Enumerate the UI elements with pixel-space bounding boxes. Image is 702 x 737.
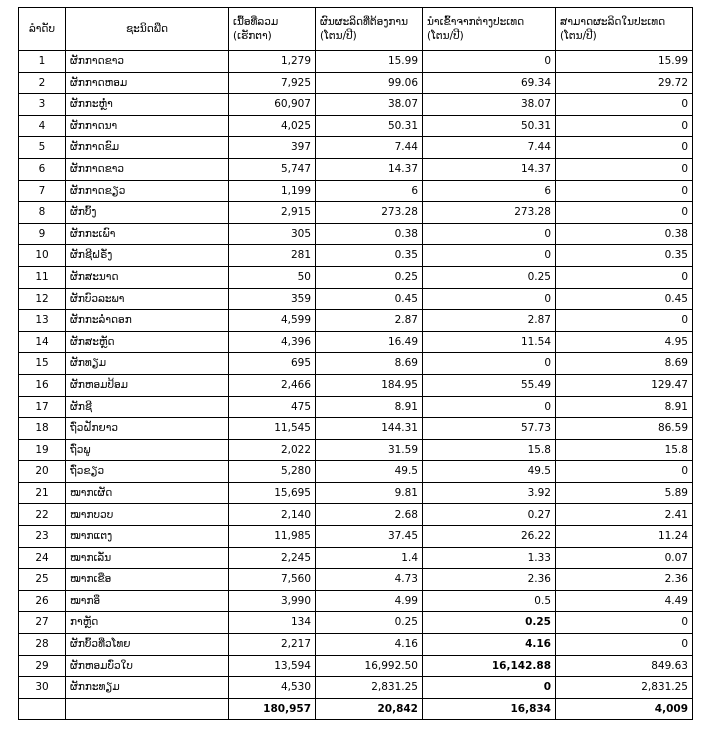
table-row bbox=[19, 245, 693, 267]
cell-import: 4.16 bbox=[423, 634, 556, 656]
cell-crop-name: ຜັກຫອມປ້ອມ bbox=[66, 374, 229, 396]
cell-crop-name: ຜັກທຽມ bbox=[66, 353, 229, 375]
cell-no: 20 bbox=[19, 461, 66, 483]
cell-import: 14.37 bbox=[423, 158, 556, 180]
cell-demand: 38.07 bbox=[316, 94, 423, 116]
cell-demand: 4.16 bbox=[316, 634, 423, 656]
cell-crop-name: ຜັກບົ້ວທີ່ວໂທຍ bbox=[66, 634, 229, 656]
table-row bbox=[19, 655, 693, 677]
cell-crop-name: ກາຫຼັດ bbox=[66, 612, 229, 634]
cell-demand: 9.81 bbox=[316, 482, 423, 504]
cell-area: 60,907 bbox=[229, 94, 316, 116]
cell-demand: 16,992.50 bbox=[316, 655, 423, 677]
cell-crop-name: ຜັກກາດຫອມ bbox=[66, 72, 229, 94]
cell-import: 0.5 bbox=[423, 590, 556, 612]
header-no: ລຳດັບ bbox=[19, 8, 66, 51]
cell-import: 0.27 bbox=[423, 504, 556, 526]
cell-crop-name: ຜັກກາດນາ bbox=[66, 115, 229, 137]
cell-no: 3 bbox=[19, 94, 66, 116]
cell-no: 28 bbox=[19, 634, 66, 656]
cell-import: 57.73 bbox=[423, 418, 556, 440]
cell-no: 25 bbox=[19, 569, 66, 591]
cell-area: 1,279 bbox=[229, 51, 316, 73]
cell-crop-name: ໝາກອຶ bbox=[66, 590, 229, 612]
cell-demand: 16.49 bbox=[316, 331, 423, 353]
total-row bbox=[19, 698, 693, 720]
table-row bbox=[19, 310, 693, 332]
total-cell-local: 4,009 bbox=[556, 698, 693, 720]
cell-no: 17 bbox=[19, 396, 66, 418]
cell-crop-name: ໝາກເຜັດ bbox=[66, 482, 229, 504]
cell-no: 26 bbox=[19, 590, 66, 612]
cell-crop-name: ຜັກກາດຂົມ bbox=[66, 137, 229, 159]
cell-import: 49.5 bbox=[423, 461, 556, 483]
cell-import: 0.25 bbox=[423, 266, 556, 288]
cell-import: 0 bbox=[423, 677, 556, 699]
cell-demand: 50.31 bbox=[316, 115, 423, 137]
cell-demand: 0.38 bbox=[316, 223, 423, 245]
header-area: ເນື້ອທີ່ລວມ (ເຮັກຕາ) bbox=[229, 8, 316, 51]
cell-area: 2,022 bbox=[229, 439, 316, 461]
cell-crop-name: ໝາກເລັ່ນ bbox=[66, 547, 229, 569]
cell-area: 134 bbox=[229, 612, 316, 634]
cell-area: 4,025 bbox=[229, 115, 316, 137]
table-row bbox=[19, 612, 693, 634]
cell-import: 0 bbox=[423, 51, 556, 73]
cell-area: 7,925 bbox=[229, 72, 316, 94]
cell-local: 11.24 bbox=[556, 526, 693, 548]
table-row bbox=[19, 547, 693, 569]
cell-demand: 6 bbox=[316, 180, 423, 202]
cell-demand: 15.99 bbox=[316, 51, 423, 73]
header-local: ສາມາດຜະລິດໃນປະເທດ (ໂຕນ/ປີ) bbox=[556, 8, 693, 51]
cell-import: 26.22 bbox=[423, 526, 556, 548]
cell-import: 0 bbox=[423, 353, 556, 375]
cell-no: 22 bbox=[19, 504, 66, 526]
cell-no: 21 bbox=[19, 482, 66, 504]
table-row bbox=[19, 418, 693, 440]
total-cell-import: 16,834 bbox=[423, 698, 556, 720]
cell-demand: 4.73 bbox=[316, 569, 423, 591]
total-cell-crop-name bbox=[66, 698, 229, 720]
cell-local: 129.47 bbox=[556, 374, 693, 396]
total-cell-demand: 20,842 bbox=[316, 698, 423, 720]
cell-local: 849.63 bbox=[556, 655, 693, 677]
cell-local: 15.8 bbox=[556, 439, 693, 461]
cell-area: 2,245 bbox=[229, 547, 316, 569]
table-row bbox=[19, 396, 693, 418]
cell-crop-name: ຜັກບົ້ງ bbox=[66, 202, 229, 224]
cell-demand: 37.45 bbox=[316, 526, 423, 548]
table-row bbox=[19, 51, 693, 73]
cell-crop-name: ຜັກກາດຂາວ bbox=[66, 158, 229, 180]
cell-crop-name: ຜັກຊີຝຣັ່ງ bbox=[66, 245, 229, 267]
header-crop: ຊະນິດພືດ bbox=[66, 8, 229, 51]
cell-local: 0 bbox=[556, 612, 693, 634]
cell-local: 0.35 bbox=[556, 245, 693, 267]
cell-area: 5,747 bbox=[229, 158, 316, 180]
cell-import: 50.31 bbox=[423, 115, 556, 137]
cell-import: 2.87 bbox=[423, 310, 556, 332]
cell-area: 50 bbox=[229, 266, 316, 288]
cell-no: 1 bbox=[19, 51, 66, 73]
cell-crop-name: ຖົ່ວຝັກຍາວ bbox=[66, 418, 229, 440]
cell-demand: 8.69 bbox=[316, 353, 423, 375]
cell-no: 8 bbox=[19, 202, 66, 224]
cell-import: 0 bbox=[423, 245, 556, 267]
document-page bbox=[18, 7, 692, 720]
cell-local: 0.07 bbox=[556, 547, 693, 569]
cell-local: 0.45 bbox=[556, 288, 693, 310]
total-cell-area: 180,957 bbox=[229, 698, 316, 720]
cell-local: 2.36 bbox=[556, 569, 693, 591]
cell-no: 10 bbox=[19, 245, 66, 267]
cell-area: 3,990 bbox=[229, 590, 316, 612]
cell-area: 15,695 bbox=[229, 482, 316, 504]
cell-area: 2,466 bbox=[229, 374, 316, 396]
cell-import: 1.33 bbox=[423, 547, 556, 569]
table-row bbox=[19, 526, 693, 548]
cell-import: 0 bbox=[423, 288, 556, 310]
cell-no: 23 bbox=[19, 526, 66, 548]
cell-demand: 49.5 bbox=[316, 461, 423, 483]
cell-local: 86.59 bbox=[556, 418, 693, 440]
cell-no: 4 bbox=[19, 115, 66, 137]
cell-demand: 1.4 bbox=[316, 547, 423, 569]
cell-crop-name: ຜັກກາດຂາວ bbox=[66, 51, 229, 73]
cell-local: 0 bbox=[556, 137, 693, 159]
cell-crop-name: ຖົ່ວຂຽວ bbox=[66, 461, 229, 483]
cell-crop-name: ຜັກກະທຽມ bbox=[66, 677, 229, 699]
cell-import: 69.34 bbox=[423, 72, 556, 94]
cell-area: 281 bbox=[229, 245, 316, 267]
cell-no: 14 bbox=[19, 331, 66, 353]
cell-local: 8.91 bbox=[556, 396, 693, 418]
cell-import: 16,142.88 bbox=[423, 655, 556, 677]
cell-no: 2 bbox=[19, 72, 66, 94]
table-row bbox=[19, 180, 693, 202]
cell-area: 2,915 bbox=[229, 202, 316, 224]
cell-demand: 8.91 bbox=[316, 396, 423, 418]
cell-import: 7.44 bbox=[423, 137, 556, 159]
cell-demand: 4.99 bbox=[316, 590, 423, 612]
cell-demand: 99.06 bbox=[316, 72, 423, 94]
cell-demand: 0.25 bbox=[316, 612, 423, 634]
cell-demand: 2,831.25 bbox=[316, 677, 423, 699]
cell-import: 55.49 bbox=[423, 374, 556, 396]
header-import: ນຳເຂົ້າຈາກຕ່າງປະເທດ (ໂຕນ/ປີ) bbox=[423, 8, 556, 51]
cell-area: 695 bbox=[229, 353, 316, 375]
cell-local: 0 bbox=[556, 180, 693, 202]
cell-area: 2,217 bbox=[229, 634, 316, 656]
table-row bbox=[19, 288, 693, 310]
cell-no: 11 bbox=[19, 266, 66, 288]
cell-import: 3.92 bbox=[423, 482, 556, 504]
cell-crop-name: ຜັກບົວລະພາ bbox=[66, 288, 229, 310]
cell-demand: 144.31 bbox=[316, 418, 423, 440]
table-row bbox=[19, 569, 693, 591]
cell-area: 359 bbox=[229, 288, 316, 310]
table-row bbox=[19, 353, 693, 375]
cell-import: 15.8 bbox=[423, 439, 556, 461]
cell-import: 38.07 bbox=[423, 94, 556, 116]
cell-no: 19 bbox=[19, 439, 66, 461]
table-row bbox=[19, 158, 693, 180]
cell-demand: 0.25 bbox=[316, 266, 423, 288]
table-row bbox=[19, 482, 693, 504]
cell-no: 15 bbox=[19, 353, 66, 375]
cell-import: 2.36 bbox=[423, 569, 556, 591]
cell-no: 29 bbox=[19, 655, 66, 677]
header-demand: ຜົນຜະລິດທີ່ຕ້ອງການ (ໂຕນ/ປີ) bbox=[316, 8, 423, 51]
table-row bbox=[19, 202, 693, 224]
cell-area: 11,545 bbox=[229, 418, 316, 440]
table-row bbox=[19, 634, 693, 656]
cell-import: 6 bbox=[423, 180, 556, 202]
table-row bbox=[19, 374, 693, 396]
cell-local: 0 bbox=[556, 461, 693, 483]
cell-area: 1,199 bbox=[229, 180, 316, 202]
cell-local: 0 bbox=[556, 94, 693, 116]
cell-area: 7,560 bbox=[229, 569, 316, 591]
table-row bbox=[19, 223, 693, 245]
cell-local: 2.41 bbox=[556, 504, 693, 526]
cell-local: 0 bbox=[556, 115, 693, 137]
cell-crop-name: ຜັກກະລໍ່າດອກ bbox=[66, 310, 229, 332]
cell-crop-name: ໝາກເຂືອ bbox=[66, 569, 229, 591]
table-row bbox=[19, 137, 693, 159]
cell-area: 397 bbox=[229, 137, 316, 159]
cell-no: 6 bbox=[19, 158, 66, 180]
cell-crop-name: ຜັກສະນາດ bbox=[66, 266, 229, 288]
cell-crop-name: ຖົ່ວພູ bbox=[66, 439, 229, 461]
cell-no: 5 bbox=[19, 137, 66, 159]
cell-no: 30 bbox=[19, 677, 66, 699]
cell-import: 11.54 bbox=[423, 331, 556, 353]
cell-local: 4.49 bbox=[556, 590, 693, 612]
cell-local: 8.69 bbox=[556, 353, 693, 375]
cell-local: 0 bbox=[556, 158, 693, 180]
table-row bbox=[19, 72, 693, 94]
cell-crop-name: ຜັກສະຫຼັດ bbox=[66, 331, 229, 353]
cell-no: 12 bbox=[19, 288, 66, 310]
cell-demand: 184.95 bbox=[316, 374, 423, 396]
total-cell-no bbox=[19, 698, 66, 720]
cell-crop-name: ໝາກແຕງ bbox=[66, 526, 229, 548]
table-row bbox=[19, 590, 693, 612]
cell-demand: 7.44 bbox=[316, 137, 423, 159]
cell-area: 4,396 bbox=[229, 331, 316, 353]
table-body bbox=[19, 51, 693, 720]
cell-local: 4.95 bbox=[556, 331, 693, 353]
cell-crop-name: ຜັກກະເພົາ bbox=[66, 223, 229, 245]
vegetable-demand-table bbox=[18, 7, 693, 720]
cell-no: 9 bbox=[19, 223, 66, 245]
cell-area: 305 bbox=[229, 223, 316, 245]
cell-demand: 0.35 bbox=[316, 245, 423, 267]
cell-demand: 0.45 bbox=[316, 288, 423, 310]
cell-import: 0.25 bbox=[423, 612, 556, 634]
cell-area: 5,280 bbox=[229, 461, 316, 483]
table-header-row bbox=[19, 8, 693, 51]
cell-crop-name: ຜັກຊີ bbox=[66, 396, 229, 418]
cell-no: 24 bbox=[19, 547, 66, 569]
cell-no: 27 bbox=[19, 612, 66, 634]
cell-no: 16 bbox=[19, 374, 66, 396]
cell-import: 0 bbox=[423, 396, 556, 418]
table-row bbox=[19, 331, 693, 353]
table-row bbox=[19, 461, 693, 483]
cell-area: 4,530 bbox=[229, 677, 316, 699]
table-row bbox=[19, 439, 693, 461]
cell-local: 0 bbox=[556, 310, 693, 332]
cell-local: 5.89 bbox=[556, 482, 693, 504]
cell-local: 0.38 bbox=[556, 223, 693, 245]
cell-demand: 2.68 bbox=[316, 504, 423, 526]
cell-area: 11,985 bbox=[229, 526, 316, 548]
cell-crop-name: ໝາກບວບ bbox=[66, 504, 229, 526]
cell-crop-name: ຜັກຫອມບົ່ວໃບ bbox=[66, 655, 229, 677]
table-row bbox=[19, 94, 693, 116]
cell-area: 475 bbox=[229, 396, 316, 418]
cell-area: 4,599 bbox=[229, 310, 316, 332]
cell-area: 13,594 bbox=[229, 655, 316, 677]
cell-no: 18 bbox=[19, 418, 66, 440]
cell-demand: 31.59 bbox=[316, 439, 423, 461]
table-row bbox=[19, 504, 693, 526]
cell-import: 0 bbox=[423, 223, 556, 245]
cell-no: 13 bbox=[19, 310, 66, 332]
cell-demand: 2.87 bbox=[316, 310, 423, 332]
cell-local: 0 bbox=[556, 202, 693, 224]
cell-local: 2,831.25 bbox=[556, 677, 693, 699]
cell-import: 273.28 bbox=[423, 202, 556, 224]
table-row bbox=[19, 677, 693, 699]
cell-local: 29.72 bbox=[556, 72, 693, 94]
cell-crop-name: ຜັກກາດຂຽວ bbox=[66, 180, 229, 202]
table-row bbox=[19, 115, 693, 137]
cell-demand: 273.28 bbox=[316, 202, 423, 224]
cell-local: 15.99 bbox=[556, 51, 693, 73]
table-row bbox=[19, 266, 693, 288]
cell-local: 0 bbox=[556, 634, 693, 656]
cell-crop-name: ຜັກກະຫຼໍ່າ bbox=[66, 94, 229, 116]
cell-area: 2,140 bbox=[229, 504, 316, 526]
cell-demand: 14.37 bbox=[316, 158, 423, 180]
cell-local: 0 bbox=[556, 266, 693, 288]
cell-no: 7 bbox=[19, 180, 66, 202]
